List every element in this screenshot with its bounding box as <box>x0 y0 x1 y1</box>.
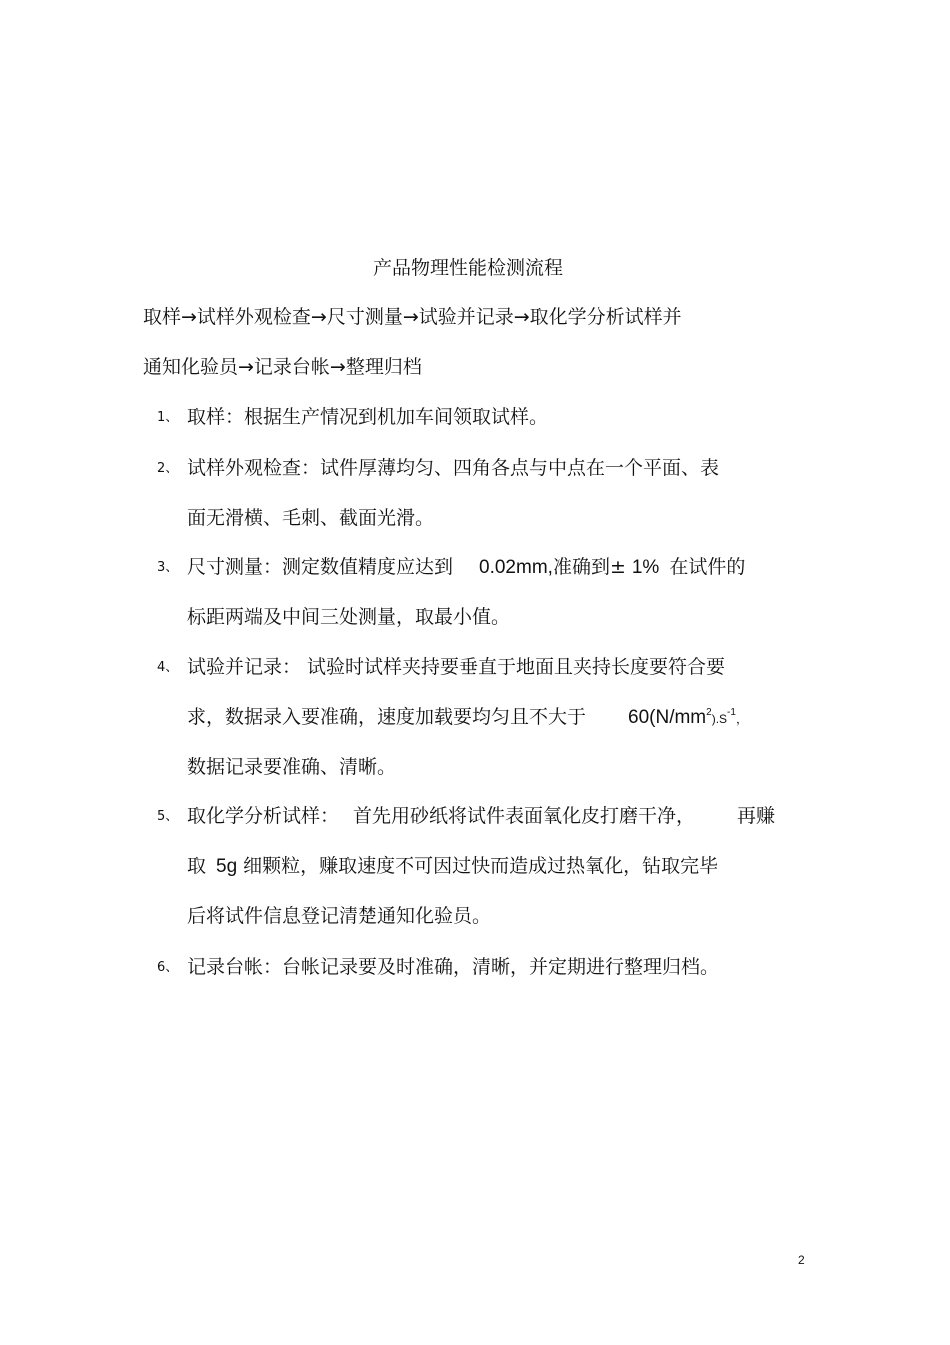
sample-grain-text: 细颗粒，赚取速度不可因过快而造成过热氧化，钻取完毕 <box>243 855 719 877</box>
unit-tail-exponent: -1 <box>727 707 736 718</box>
accuracy-text: 准确到± <box>552 556 626 578</box>
flow-summary-line-1: 取样→试样外观检查→尺寸测量→试验并记录→取化学分析试样并 <box>143 306 682 328</box>
precision-value: 0.02mm, <box>479 557 553 578</box>
item-text-line <box>187 554 745 581</box>
location-text: 在试件的 <box>669 556 746 578</box>
measure-precision-text: 尺寸测量：测定数值精度应达到 <box>187 556 454 578</box>
item-number: 3、 <box>157 560 179 575</box>
page-number: 2 <box>798 1253 805 1267</box>
unit-exponent: 2 <box>706 707 712 718</box>
unit-tail: ).S <box>711 712 728 726</box>
item-text-line: 试验并记录： 试验时试样夹持要垂直于地面且夹持长度要符合要 <box>187 656 726 678</box>
sample-label: 取化学分析试样： <box>187 805 340 827</box>
item-text-line: 记录台帐：台帐记录要及时准确，清晰，并定期进行整理归档。 <box>187 956 720 978</box>
item-text-line <box>187 803 775 829</box>
speed-value: 60(N/mm <box>628 707 707 728</box>
accuracy-value: 1% <box>631 557 660 578</box>
item-text-line <box>187 704 748 734</box>
sample-take-text: 取 <box>187 855 207 877</box>
item-number: 2、 <box>157 461 179 476</box>
item-number: 6、 <box>157 960 179 975</box>
item-text-line: 面无滑横、毛刺、截面光滑。 <box>187 507 435 529</box>
item-text-line: 数据记录要准确、清晰。 <box>187 756 397 778</box>
speed-text: 求，数据录入要准确，速度加载要均匀且不大于 <box>187 706 587 728</box>
sample-step-text: 首先用砂纸将试件表面氧化皮打磨干净， <box>353 805 696 827</box>
unit-tail-comma: ， <box>735 712 748 726</box>
item-text-line: 标距两端及中间三处测量，取最小值。 <box>187 606 511 628</box>
sample-continue-text: 再赚 <box>737 805 776 827</box>
flow-summary-line-2: 通知化验员→记录台帐→整理归档 <box>143 356 422 378</box>
item-number: 5、 <box>157 809 179 824</box>
item-text-line: 后将试件信息登记清楚通知化验员。 <box>187 905 492 927</box>
sample-mass: 5g <box>216 856 238 877</box>
item-number: 1、 <box>157 410 179 425</box>
page-title: 产品物理性能检测流程 <box>372 257 563 279</box>
item-text-line: 取样：根据生产情况到机加车间领取试样。 <box>187 406 549 428</box>
item-number: 4、 <box>157 660 179 675</box>
item-text-line: 试样外观检查：试件厚薄均匀、四角各点与中点在一个平面、表 <box>187 457 720 479</box>
item-text-line <box>187 853 718 880</box>
